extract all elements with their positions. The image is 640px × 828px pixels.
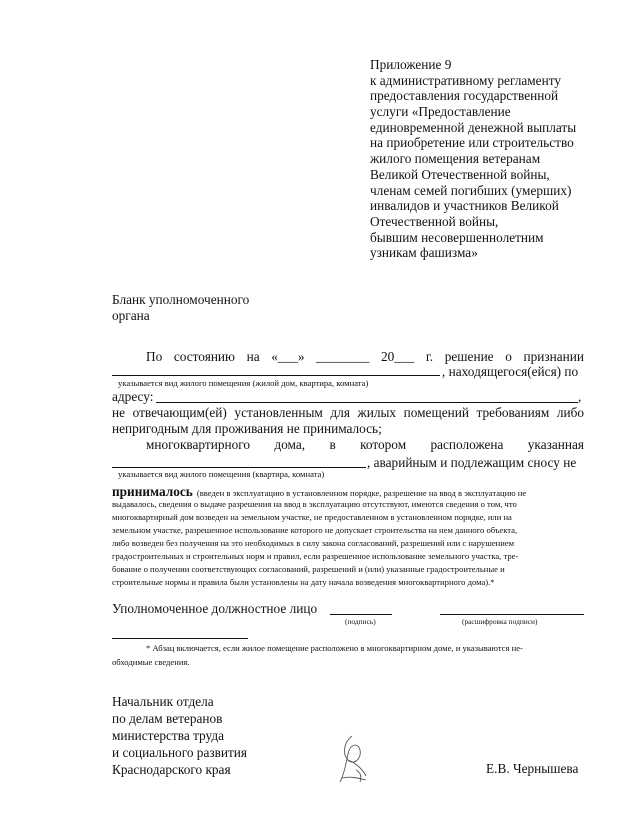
note-line: (введен в эксплуатацию в установленном порядке, разрешение на ввод в эксплуатацию не (196, 488, 527, 498)
emergency-text: , аварийным и подлежащим сносу не (367, 455, 577, 470)
appendix-line: предоставления государственной (370, 88, 559, 104)
paragraph-line: не отвечающим(ей) установленным для жилых помещений требованиям либо (112, 405, 584, 420)
blank-label-line: органа (112, 307, 150, 323)
note-line: бование о получении соответствующих согласований, разрешений и (или) указанные градостроительные и (112, 564, 505, 574)
housing-type-underline (112, 375, 440, 376)
footnote-line: обходимые сведения. (112, 657, 190, 667)
note-line: многоквартирный дом возведен на земельном участке, не предоставленном в установленном порядке, или на (112, 512, 512, 522)
note-line: либо возведен без получения на это необходимых в силу закона согласований, разрешений или с нарушением (112, 538, 515, 548)
appendix-line: на приобретение или строительство (370, 135, 574, 151)
note-line: земельном участке, разрешенное использование которого не допускает строительства на нем данного объекта, (112, 525, 518, 535)
paragraph-line: многоквартирного дома, в котором расположена указанная (146, 437, 584, 452)
appendix-line: жилого помещения ветеранам (370, 151, 541, 167)
appendix-line: бывшим несовершеннолетним (370, 229, 544, 245)
signer-title-line: и социального развития (112, 745, 248, 760)
appendix-line: Великой Отечественной войны, (370, 166, 550, 182)
signer-title-line: Краснодарского края (112, 762, 231, 777)
official-label: Уполномоченное должностное лицо (112, 601, 318, 616)
blank-label-line: Бланк уполномоченного (112, 292, 250, 307)
location-text: , находящегося(ейся) по (442, 364, 579, 379)
appendix-line: членам семей погибших (умерших) (370, 182, 572, 198)
paragraph-status-line: По состоянию на «___» ________ 20___ г. решение о признании (146, 349, 584, 364)
appendix-header (370, 57, 576, 261)
signature-underline (330, 614, 392, 615)
address-end: , (578, 389, 582, 404)
appendix-line: к административному регламенту (370, 72, 561, 88)
handwritten-signature-icon (332, 732, 378, 788)
address-underline (156, 402, 578, 403)
signature-caption: (подпись) (345, 617, 376, 626)
appendix-line: Приложение 9 (370, 57, 452, 72)
housing-type2-caption: указывается вид жилого помещения (квартира, комната) (118, 469, 325, 479)
note-line: строительные нормы и правила были установлены на дату начала возведения многоквартирного дома).* (112, 577, 495, 587)
paragraph-line: непригодным для проживания не принималось; (112, 421, 382, 436)
note-block (112, 483, 588, 589)
signer-name: Е.В. Чернышева (486, 761, 579, 776)
signer-title (112, 693, 247, 778)
appendix-line: услуги «Предоставление (370, 104, 511, 120)
footnote-separator (112, 638, 248, 639)
appendix-line: узникам фашизма» (370, 245, 478, 261)
appendix-line: инвалидов и участников Великой (370, 198, 559, 214)
blank-label (112, 292, 249, 323)
appendix-line: Отечественной войны, (370, 213, 499, 229)
note-line: градостроительных и строительных норм и правил, если разрешенное использование земельного участка, тре- (112, 551, 519, 561)
note-line: выдавалось, сведения о выдаче разрешения на ввод в эксплуатацию отсутствуют, имеются сведения о том, что (112, 499, 517, 509)
decode-caption: (расшифровка подписи) (462, 617, 538, 626)
appendix-line: единовременной денежной выплаты (370, 119, 577, 135)
decode-underline (440, 614, 584, 615)
address-label: адресу: (112, 389, 154, 404)
signer-title-line: Начальник отдела (112, 694, 214, 709)
signer-title-line: по делам ветеранов (112, 711, 223, 726)
footnote-line: * Абзац включается, если жилое помещение расположено в многоквартирном доме, и указываются не- (146, 643, 523, 653)
signer-title-line: министерства труда (112, 728, 224, 743)
accepted-word: принималось (112, 484, 193, 499)
housing-type-caption: указывается вид жилого помещения (жилой дом, квартира, комната) (118, 378, 369, 388)
